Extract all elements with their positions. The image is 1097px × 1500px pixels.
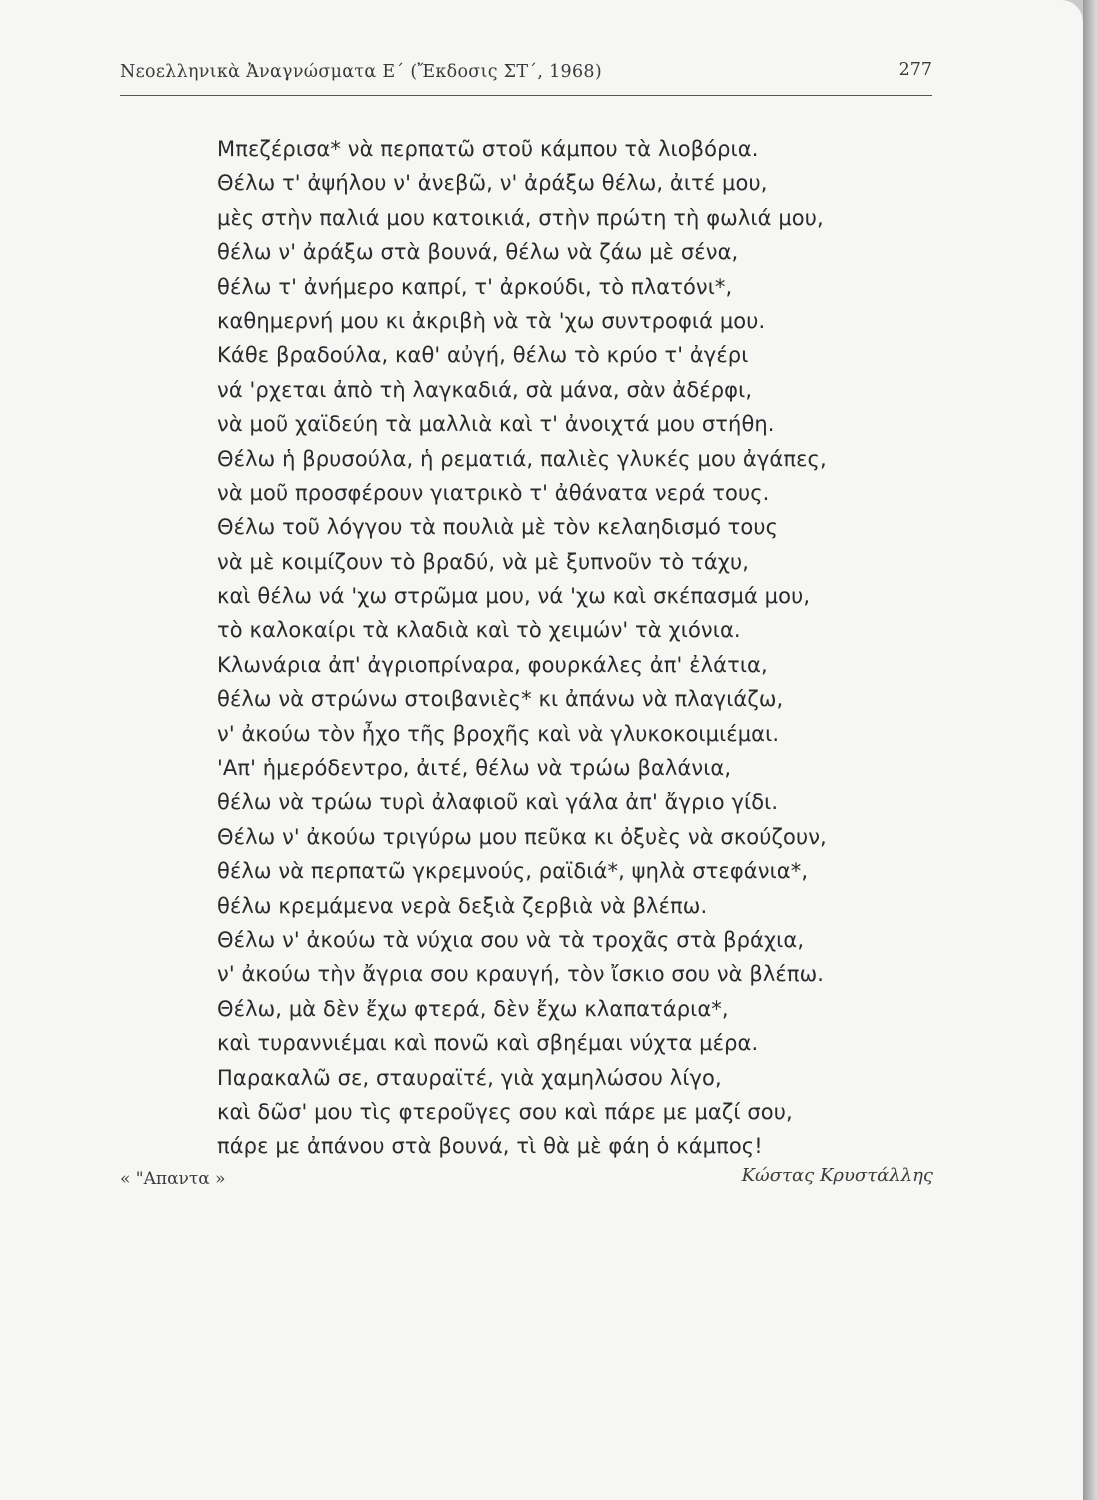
poem-line: Θέλω, μὰ δὲν ἔχω φτερά, δὲν ἔχω κλαπατάρια*, bbox=[217, 996, 729, 1021]
poem-line: καθημερνή μου κι ἀκριβὴ νὰ τὰ 'χω συντροφιά μου. bbox=[217, 308, 766, 333]
poem-line: Θέλω ν' ἀκούω τριγύρω μου πεῦκα κι ὀξυὲς νὰ σκούζουν, bbox=[217, 824, 827, 849]
poem-line: νὰ μὲ κοιμίζουν τὸ βραδύ, νὰ μὲ ξυπνοῦν τὸ τάχυ, bbox=[217, 549, 750, 574]
poem-text bbox=[217, 132, 977, 1164]
author-signature: Κώστας Κρυστάλλης bbox=[741, 1165, 933, 1186]
poem-line: ν' ἀκούω τὴν ἄγρια σου κραυγή, τὸν ἴσκιο σου νὰ βλέπω. bbox=[217, 962, 825, 987]
poem-line: θέλω νὰ περπατῶ γκρεμνούς, ραϊδιά*, ψηλὰ στεφάνια*, bbox=[217, 859, 809, 884]
poem-line: θέλω ν' ἀράξω στὰ βουνά, θέλω νὰ ζάω μὲ σένα, bbox=[217, 240, 739, 265]
poem-line: ν' ἀκούω τὸν ἦχο τῆς βροχῆς καὶ νὰ γλυκοκοιμιέμαι. bbox=[217, 721, 780, 746]
poem-line: θέλω κρεμάμενα νερὰ δεξιὰ ζερβιὰ νὰ βλέπω. bbox=[217, 893, 708, 918]
poem-line: καὶ δῶσ' μου τὶς φτεροῦγες σου καὶ πάρε με μαζί σου, bbox=[217, 1099, 793, 1124]
poem-line: νά 'ρχεται ἀπὸ τὴ λαγκαδιά, σὰ μάνα, σὰν ἀδέρφι, bbox=[217, 377, 753, 402]
poem-line: νὰ μοῦ χαϊδεύη τὰ μαλλιὰ καὶ τ' ἀνοιχτά μου στήθη. bbox=[217, 412, 775, 437]
poem-line: θέλω νὰ στρώνω στοιβανιὲς* κι ἀπάνω νὰ πλαγιάζω, bbox=[217, 687, 784, 712]
poem-line: Μπεζέρισα* νὰ περπατῶ στοῦ κάμπου τὰ λιοβόρια. bbox=[217, 137, 759, 161]
header-rule bbox=[120, 95, 932, 96]
poem-line: θέλω τ' ἀνήμερο καπρί, τ' ἀρκούδι, τὸ πλατόνι*, bbox=[217, 274, 733, 299]
poem-line: Θέλω τ' ἀψήλου ν' ἀνεβῶ, ν' ἀράξω θέλω, ἀιτέ μου, bbox=[217, 171, 768, 196]
poem-line: Θέλω ν' ἀκούω τὰ νύχια σου νὰ τὰ τροχᾶς στὰ βράχια, bbox=[217, 927, 805, 952]
poem-line: θέλω νὰ τρώω τυρὶ ἀλαφιοῦ καὶ γάλα ἀπ' ἄγριο γίδι. bbox=[217, 790, 779, 815]
running-title: Νεοελληνικὰ Ἀναγνώσματα Ε΄ (Ἔκδοσις ΣΤ΄, 1968) bbox=[120, 62, 602, 82]
poem-line: Κλωνάρια ἀπ' ἀγριοπρίναρα, φουρκάλες ἀπ' ἐλάτια, bbox=[217, 652, 768, 677]
page-edge bbox=[1083, 0, 1097, 1500]
poem-line: νὰ μοῦ προσφέρουν γιατρικὸ τ' ἀθάνατα νερά τους. bbox=[217, 480, 770, 505]
poem-line: καὶ θέλω νά 'χω στρῶμα μου, νά 'χω καὶ σκέπασμά μου, bbox=[217, 584, 811, 609]
page-header bbox=[120, 62, 932, 92]
poem-line: καὶ τυραννιέμαι καὶ πονῶ καὶ σβηέμαι νύχτα μέρα. bbox=[217, 1031, 759, 1056]
poem-line: Παρακαλῶ σε, σταυραϊτέ, γιὰ χαμηλώσου λίγο, bbox=[217, 1065, 722, 1090]
poem-line: μὲς στὴν παλιά μου κατοικιά, στὴν πρώτη τὴ φωλιά μου, bbox=[217, 205, 824, 230]
poem-line: Θέλω τοῦ λόγγου τὰ πουλιὰ μὲ τὸν κελαηδισμό τους bbox=[217, 515, 779, 540]
poem-line: Θέλω ἡ βρυσούλα, ἡ ρεματιά, παλιὲς γλυκές μου ἀγάπες, bbox=[217, 446, 827, 471]
poem-line: Κάθε βραδούλα, καθ' αὐγή, θέλω τὸ κρύο τ' ἀγέρι bbox=[217, 343, 749, 368]
source-citation: « "Απαντα » bbox=[120, 1169, 226, 1189]
poem-line: τὸ καλοκαίρι τὰ κλαδιὰ καὶ τὸ χειμών' τὰ χιόνια. bbox=[217, 618, 741, 643]
page-number: 277 bbox=[898, 60, 932, 80]
poem-line: 'Απ' ἡμερόδεντρο, ἀιτέ, θέλω νὰ τρώω βαλάνια, bbox=[217, 756, 732, 781]
poem-line: πάρε με ἀπάνου στὰ βουνά, τὶ θὰ μὲ φάη ὁ κάμπος! bbox=[217, 1134, 763, 1159]
